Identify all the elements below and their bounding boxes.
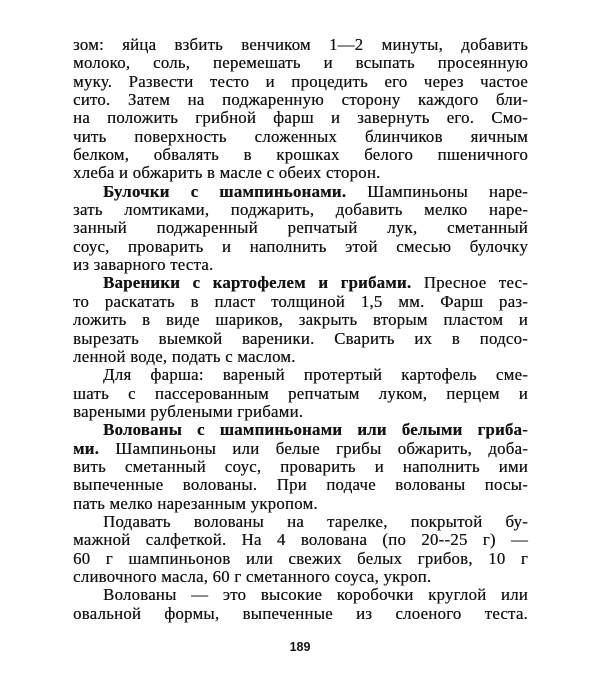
text-line (73, 201, 528, 219)
line-text: чить поверхность сложенных блинчиков яичным (73, 126, 528, 146)
line-text: зом: яйца взбить венчиком 1—2 минуты, добавить (73, 35, 528, 54)
line-text: сито. Затем на поджаренную сторону каждого бли- (73, 90, 528, 110)
line-text: шать с пассерованным репчатым луком, перцем и (73, 383, 528, 403)
page-body-text (73, 36, 528, 623)
text-line (73, 36, 528, 54)
line-text: выпеченные волованы. При подаче волованы посы- (73, 475, 528, 495)
text-line (73, 330, 528, 348)
line-text: овальной формы, выпеченные из слоеного теста. (73, 603, 528, 623)
line-text: вареными рублеными грибами. (73, 401, 304, 421)
line-text: Подавать волованы на тарелке, покрытой бу- (103, 511, 528, 531)
line-text: Шампиньоны наре- (346, 181, 529, 201)
paragraph (73, 274, 528, 366)
line-text: то раскатать в пласт толщиной 1,5 мм. Фарш раз- (73, 291, 528, 311)
text-line (73, 366, 528, 384)
line-text: занный поджаренный репчатый лук, сметанный (73, 218, 528, 238)
text-line (73, 109, 528, 127)
line-text: сливочного масла, 60 г сметанного соуса, укроп. (73, 566, 432, 586)
text-line (73, 274, 528, 292)
line-text: муку. Развести тесто и процедить его через частое (73, 71, 528, 91)
page-number: 189 (289, 640, 311, 654)
text-line (73, 293, 528, 311)
text-line (73, 219, 528, 237)
recipe-title: ми. (73, 438, 100, 458)
line-text: зать ломтиками, поджарить, добавить мелко наре- (73, 200, 528, 220)
line-text: пать мелко нарезанным укропом. (73, 493, 318, 513)
text-line (73, 238, 528, 256)
text-line (73, 476, 528, 494)
line-text: Шампиньоны или белые грибы обжарить, доба- (99, 438, 528, 458)
text-line (73, 54, 528, 72)
text-line (73, 495, 528, 513)
recipe-title: Вареники с картофелем и грибами. (103, 273, 412, 293)
text-line (73, 440, 528, 458)
text-line (73, 458, 528, 476)
line-text: белком, обвалять в крошках белого пшеничного (73, 145, 528, 165)
text-line (73, 164, 528, 182)
line-text: 60 г шампиньонов или свежих белых грибов, 10 г (73, 548, 528, 568)
text-line (73, 531, 528, 549)
text-line (73, 605, 528, 623)
paragraph (73, 586, 528, 623)
recipe-title: Волованы с шампиньонами или белыми гриба- (103, 420, 528, 440)
line-text: мажной салфеткой. На 4 волована (по 20--25 г) — (73, 530, 528, 550)
text-line (73, 421, 528, 439)
line-text: Пресное тес- (411, 273, 528, 293)
line-text: вырезать выемкой вареники. Сварить их в подсо- (73, 328, 528, 348)
line-text: Для фарша: вареный протертый картофель сме- (103, 365, 528, 385)
paragraph (73, 36, 528, 183)
text-line (73, 586, 528, 604)
text-line (73, 311, 528, 329)
paragraph (73, 421, 528, 513)
line-text: ложить в виде шариков, закрыть вторым пластом и (73, 310, 528, 330)
paragraph (73, 366, 528, 421)
text-line (73, 256, 528, 274)
text-line (73, 128, 528, 146)
line-text: ленной воде, подать с маслом. (73, 346, 296, 366)
text-line (73, 91, 528, 109)
paragraph (73, 513, 528, 586)
text-line (73, 73, 528, 91)
text-line (73, 183, 528, 201)
line-text: соус, проварить и наполнить этой смесью булочку (73, 236, 528, 256)
line-text: вить сметанный соус, проварить и наполнить ими (73, 456, 528, 476)
line-text: на положить грибной фарш и завернуть его. Смо- (73, 108, 528, 128)
text-line (73, 568, 528, 586)
paragraph (73, 183, 528, 275)
text-line (73, 385, 528, 403)
recipe-title: Булочки с шампиньонами. (103, 181, 347, 201)
line-text: молоко, соль, перемешать и всыпать просеянную (73, 53, 528, 73)
text-line (73, 513, 528, 531)
text-line (73, 146, 528, 164)
line-text: из заварного теста. (73, 255, 214, 275)
line-text: хлеба и обжарить в масле с обеих сторон. (73, 163, 381, 183)
text-line (73, 403, 528, 421)
line-text: Волованы — это высокие коробочки круглой или (103, 585, 528, 605)
text-line (73, 550, 528, 568)
text-line (73, 348, 528, 366)
